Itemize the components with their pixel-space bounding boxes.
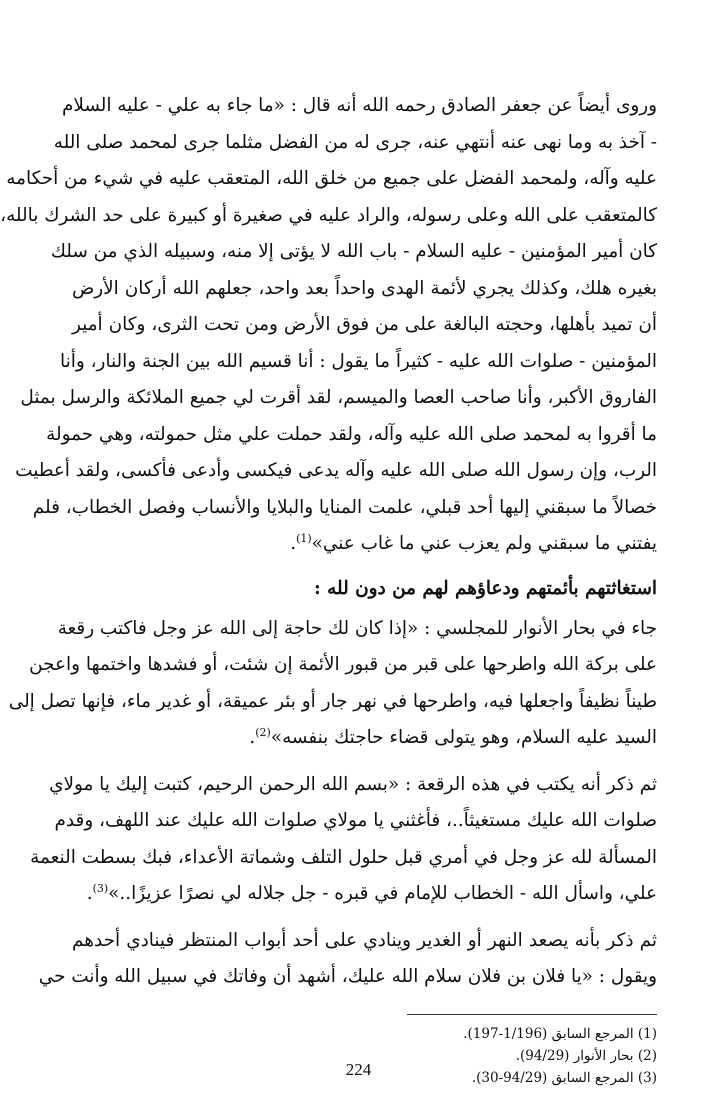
paragraph-3 [30, 767, 657, 913]
footnote-ref: (1) [296, 531, 312, 545]
text-line: المؤمنين - صلوات الله عليه - كثيراً ما يقول : أنا قسيم الله بين الجنة والنار، وأنا [60, 350, 657, 372]
text-line-content: علي، واسأل الله - الخطاب للإمام في قبره - جل جلاله لي نصرًا عزيزًا..» [108, 883, 657, 904]
text-line: وروى أيضاً عن جعفر الصادق رحمه الله أنه قال : «ما جاء به علي - عليه السلام [61, 95, 657, 116]
text-line: طيناً نظيفاً واجعلها فيه، واطرحها في نهر جار أو بئر عميقة، أو غدير ماء، فإنها تصل إلى [8, 690, 657, 712]
text-line: المسألة لله عز وجل في أمري قبل حلول التلف وشماتة الأعداء، فبك بسطت النعمة [30, 846, 657, 868]
text-line: علي، واسأل الله - الخطاب للإمام في قبره - جل جلاله لي نصرًا عزيزًا..»$^{(3)}$. [86, 881, 657, 904]
section-heading: استغاثتهم بأئمتهم ودعاؤهم لهم من دون لله : [313, 577, 657, 599]
paragraph-1 [0, 88, 657, 563]
paragraph-gap [72, 757, 657, 767]
text-line: الرب، وإن رسول الله صلى الله عليه وآله يدعى فيكسى وأدعى فأكسى، ولقد أعطيت [15, 460, 657, 481]
paragraph-2 [8, 611, 657, 757]
paragraph-gap [72, 913, 657, 923]
text-line: الفاروق الأكبر، وأنا صاحب العصا والميسم، لقد أقرت لي جميع الملائكة والرسل بمثل [20, 387, 657, 408]
text-line: جاء في بحار الأنوار للمجلسي : «إذا كان لك حاجة إلى الله عز وجل فاكتب رقعة [57, 617, 657, 639]
footnote-ref: (3) [92, 881, 109, 895]
text-line: خصالاً ما سبقني إليها أحد قبلي، علمت المنايا والبلايا والأنساب وفصل الخطاب، فلم [32, 496, 657, 518]
text-line: السيد عليه السلام، وهو يتولى قضاء حاجتك بنفسه»$^{(2)}$. [249, 725, 657, 748]
page-number: 224 [345, 1060, 372, 1079]
text-line: ويقول : «يا فلان بن فلان سلام الله عليك، أشهد أن وفاتك في سبيل الله وأنت حي [38, 966, 657, 987]
footnote-ref: (2) [255, 725, 271, 739]
text-line: عليه وآله، ولمحمد الفضل على جميع من خلق الله، المتعقب عليه في شيء من أحكامه [6, 168, 657, 189]
footnote-item: (1) المرجع السابق (1/196-197). [463, 1025, 657, 1042]
text-line: أن تميد بأهلها، وحجته البالغة على من فوق الأرض ومن تحت الثرى، وكان أمير [72, 314, 657, 335]
page-body [0, 88, 657, 1089]
footnote-divider [407, 1014, 657, 1015]
text-line: على بركة الله واطرحها على قبر من قبور الأئمة إن شئت، أو فشدها واختمها واعجن [29, 654, 657, 675]
text-line: كان أمير المؤمنين - عليه السلام - باب الله لا يؤتى إلا منه، وسبيله الذي من سلك [50, 241, 657, 262]
text-line: يفتني ما سبقني ولم يعزب عني ما غاب عني»$^{(1)}$. [290, 531, 657, 554]
text-line-content: يفتني ما سبقني ولم يعزب عني ما غاب عني» [311, 533, 657, 554]
text-line-content: السيد عليه السلام، وهو يتولى قضاء حاجتك بنفسه» [270, 727, 657, 748]
text-line: - آخذ به وما نهى عنه أنتهي عنه، جرى له من الفضل مثلما جرى لمحمد صلى الله [53, 131, 657, 153]
text-line: ما أقروا به لمحمد صلى الله عليه وآله، ولقد حملت علي مثل حمولته، وهي حمولة [46, 423, 657, 445]
text-line: ثم ذكر أنه يكتب في هذه الرقعة : «بسم الله الرحمن الرحيم، كتبت إليك يا مولاي [49, 773, 657, 795]
text-line: كالمتعقب على الله وعلى رسوله، والراد عليه في صغيرة أو كبيرة على حد الشرك بالله، [0, 204, 657, 226]
footnote-item: (2) بحار الأنوار (94/29). [515, 1047, 657, 1064]
text-line: بغيره هلك، وكذلك يجري لأئمة الهدى واحداً بعد واحد، جعلهم الله أركان الأرض [72, 277, 657, 299]
paragraph-4 [38, 923, 657, 996]
text-line: ثم ذكر بأنه يصعد النهر أو الغدير وينادي على أحد أبواب المنتظر فينادي أحدهم [72, 929, 657, 951]
footnote-item: (3) المرجع السابق (94/29-30). [471, 1069, 657, 1086]
text-line: صلوات الله عليك مستغيثاً..، فأغثني يا مولاي صلوات الله عليك عند اللهف، وقدم [54, 810, 657, 831]
